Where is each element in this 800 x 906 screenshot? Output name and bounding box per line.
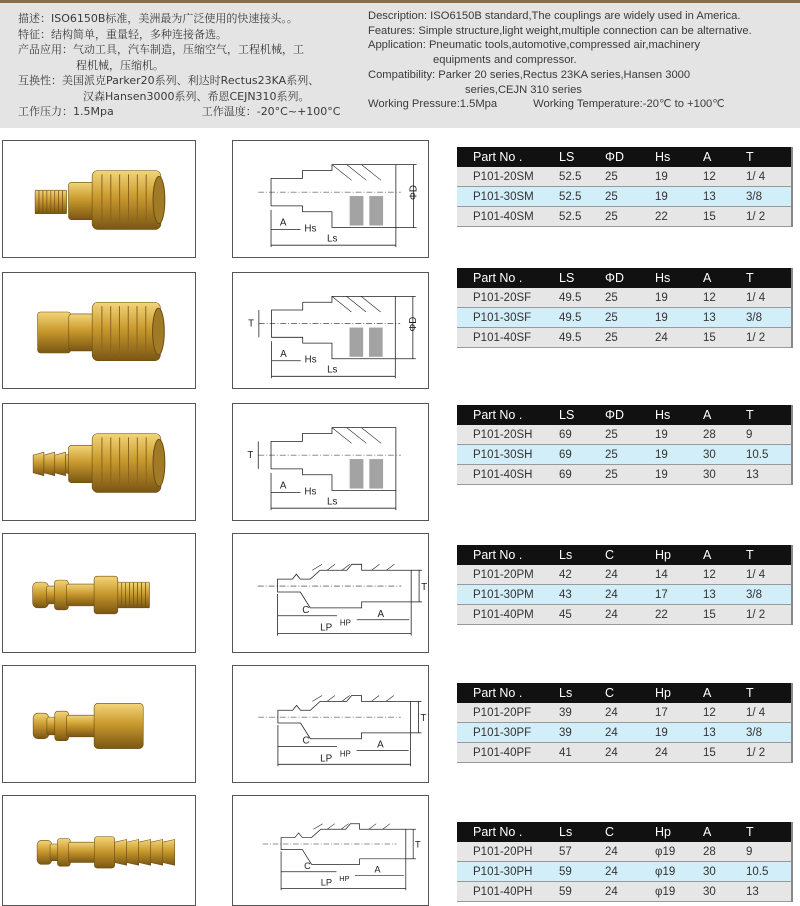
table-cell: 19 bbox=[655, 308, 703, 328]
table-header bbox=[457, 545, 792, 565]
table-cell: 25 bbox=[605, 425, 655, 445]
table-cell: 15 bbox=[703, 605, 746, 625]
dimension-label-l: LP bbox=[320, 877, 333, 888]
table-cell: 52.5 bbox=[559, 207, 605, 227]
table-row bbox=[457, 445, 792, 465]
table-cell: 14 bbox=[655, 565, 703, 585]
column-header: A bbox=[703, 405, 746, 425]
table-cell: 25 bbox=[605, 288, 655, 308]
column-header: Ls bbox=[559, 545, 605, 565]
cn-application: 产品应用：气动工具，汽车制造，压缩空气，工程机械，工 bbox=[18, 43, 304, 56]
column-header: C bbox=[605, 822, 655, 842]
table-cell: 1/ 4 bbox=[746, 703, 792, 723]
dimension-label-a: A bbox=[377, 608, 385, 620]
spec-table bbox=[457, 405, 793, 485]
table-cell: P101-20PM bbox=[457, 565, 559, 585]
table-cell: 59 bbox=[559, 862, 605, 882]
table-cell: 24 bbox=[605, 723, 655, 743]
column-header: Part No . bbox=[457, 268, 559, 288]
dimension-label-h: Hs bbox=[304, 223, 317, 235]
table-cell: 22 bbox=[655, 207, 703, 227]
table-cell: P101-40PH bbox=[457, 882, 559, 902]
table-cell: 12 bbox=[703, 167, 746, 187]
table-cell: 19 bbox=[655, 445, 703, 465]
column-header: Part No . bbox=[457, 683, 559, 703]
table-cell: 19 bbox=[655, 465, 703, 485]
table-cell: 69 bbox=[559, 465, 605, 485]
table-cell: P101-20SH bbox=[457, 425, 559, 445]
table-cell: 3/8 bbox=[746, 585, 792, 605]
table-row bbox=[457, 565, 792, 585]
dimension-label-a: A bbox=[279, 217, 287, 229]
table-cell: 24 bbox=[655, 328, 703, 348]
en-compat: Compatibility: Parker 20 series,Rectus 23KA series,Hansen 3000 bbox=[368, 68, 691, 81]
en-application: Application: Pneumatic tools,automotive,compressed air,machinery bbox=[368, 39, 701, 52]
table-cell: P101-20PF bbox=[457, 703, 559, 723]
column-header: ΦD bbox=[605, 147, 655, 167]
spec-table bbox=[457, 268, 793, 348]
table-cell: 9 bbox=[746, 842, 792, 862]
table-cell: 24 bbox=[605, 585, 655, 605]
table-cell: 24 bbox=[605, 565, 655, 585]
table-cell: P101-30SF bbox=[457, 308, 559, 328]
table-cell: 30 bbox=[703, 465, 746, 485]
product-photo-plug-male bbox=[2, 533, 196, 653]
column-header: A bbox=[703, 147, 746, 167]
product-photo-socket-hose bbox=[2, 403, 196, 521]
column-header: LS bbox=[559, 268, 605, 288]
column-header: A bbox=[703, 683, 746, 703]
dimension-label-l: Ls bbox=[327, 233, 338, 245]
table-cell: φ19 bbox=[655, 862, 703, 882]
cn-compat-cont: 汉森Hansen3000系列、希恩CEJN310系列。 bbox=[83, 89, 310, 103]
table-cell: 52.5 bbox=[559, 167, 605, 187]
table-row bbox=[457, 167, 792, 187]
table-cell: 30 bbox=[703, 862, 746, 882]
dimension-label-h: Hs bbox=[304, 486, 317, 498]
table-cell: 69 bbox=[559, 425, 605, 445]
column-header: A bbox=[703, 545, 746, 565]
table-cell: 30 bbox=[703, 445, 746, 465]
table-cell: 3/8 bbox=[746, 187, 792, 207]
dimension-label-h: Hs bbox=[304, 354, 317, 366]
column-header: Ls bbox=[559, 822, 605, 842]
table-row bbox=[457, 743, 792, 763]
table-cell: 13 bbox=[746, 882, 792, 902]
table-cell: P101-40SM bbox=[457, 207, 559, 227]
table-row bbox=[457, 703, 792, 723]
table-cell: 24 bbox=[605, 703, 655, 723]
table-cell: 13 bbox=[703, 308, 746, 328]
table-cell: 3/8 bbox=[746, 308, 792, 328]
table-row bbox=[457, 723, 792, 743]
en-features: Features: Simple structure,light weight,multiple connection can be alternative. bbox=[368, 24, 752, 37]
table-row bbox=[457, 425, 792, 445]
table-cell: 25 bbox=[605, 328, 655, 348]
column-header: Hp bbox=[655, 683, 703, 703]
en-application-cont: equipments and compressor. bbox=[433, 54, 577, 67]
table-cell: P101-30PF bbox=[457, 723, 559, 743]
technical-drawing-plug-hose bbox=[232, 795, 429, 906]
technical-drawing-socket-female bbox=[232, 272, 429, 389]
table-cell: P101-40PF bbox=[457, 743, 559, 763]
table-cell: P101-40SH bbox=[457, 465, 559, 485]
column-header: T bbox=[746, 822, 792, 842]
table-row bbox=[457, 842, 792, 862]
technical-drawing-socket-hose bbox=[232, 403, 429, 521]
table-cell: P101-20SF bbox=[457, 288, 559, 308]
column-header: Hp bbox=[655, 545, 703, 565]
column-header: Part No . bbox=[457, 822, 559, 842]
table-cell: P101-30PM bbox=[457, 585, 559, 605]
cn-pressure: 工作压力：1.5Mpa bbox=[18, 105, 114, 118]
dimension-label-h: HP bbox=[339, 749, 351, 759]
dimension-label-a: A bbox=[279, 480, 287, 492]
technical-drawing-plug-male bbox=[232, 533, 429, 653]
table-cell: 3/8 bbox=[746, 723, 792, 743]
cn-features: 特征：结构简单，重量轻，多种连接备选。 bbox=[18, 27, 227, 41]
technical-drawing-socket-male bbox=[232, 140, 429, 258]
table-cell: 12 bbox=[703, 565, 746, 585]
table-cell: 1/ 4 bbox=[746, 167, 792, 187]
product-photo-socket-female bbox=[2, 272, 196, 389]
dimension-label-a: A bbox=[374, 864, 381, 875]
table-cell: 13 bbox=[703, 723, 746, 743]
dimension-label-c: C bbox=[302, 604, 310, 616]
table-cell: 24 bbox=[605, 605, 655, 625]
column-header: Hs bbox=[655, 405, 703, 425]
table-header bbox=[457, 268, 792, 288]
table-cell: 39 bbox=[559, 723, 605, 743]
spec-table bbox=[457, 683, 793, 763]
table-row bbox=[457, 585, 792, 605]
table-header bbox=[457, 405, 792, 425]
table-cell: 45 bbox=[559, 605, 605, 625]
table-cell: 24 bbox=[605, 882, 655, 902]
table-cell: 19 bbox=[655, 187, 703, 207]
spec-header bbox=[0, 0, 800, 128]
table-cell: 19 bbox=[655, 288, 703, 308]
dimension-label-d: ΦD bbox=[407, 316, 419, 332]
table-cell: 25 bbox=[605, 187, 655, 207]
table-cell: P101-30SH bbox=[457, 445, 559, 465]
cn-temperature: 工作温度：-20°C~+100°C bbox=[201, 105, 341, 118]
column-header: Part No . bbox=[457, 405, 559, 425]
spec-table bbox=[457, 147, 793, 227]
table-cell: 24 bbox=[605, 842, 655, 862]
table-cell: 15 bbox=[703, 207, 746, 227]
spec-table bbox=[457, 545, 793, 625]
table-row bbox=[457, 288, 792, 308]
en-pressure: Working Pressure:1.5Mpa bbox=[368, 98, 498, 111]
table-cell: 25 bbox=[605, 167, 655, 187]
table-header bbox=[457, 147, 792, 167]
product-photo-plug-hose bbox=[2, 795, 196, 906]
table-cell: 13 bbox=[703, 585, 746, 605]
table-cell: 10.5 bbox=[746, 862, 792, 882]
cn-application-cont: 程机械，压缩机。 bbox=[76, 58, 164, 72]
column-header: A bbox=[703, 822, 746, 842]
product-photo-plug-female bbox=[2, 665, 196, 783]
table-cell: 30 bbox=[703, 882, 746, 902]
table-cell: 69 bbox=[559, 445, 605, 465]
table-cell: 24 bbox=[605, 862, 655, 882]
column-header: Part No . bbox=[457, 545, 559, 565]
technical-drawing-plug-female bbox=[232, 665, 429, 783]
table-cell: 1/ 2 bbox=[746, 743, 792, 763]
table-row bbox=[457, 187, 792, 207]
table-cell: P101-30PH bbox=[457, 862, 559, 882]
table-row bbox=[457, 308, 792, 328]
table-cell: 1/ 4 bbox=[746, 288, 792, 308]
table-row bbox=[457, 882, 792, 902]
table-cell: P101-40SF bbox=[457, 328, 559, 348]
table-cell: 52.5 bbox=[559, 187, 605, 207]
table-cell: 24 bbox=[605, 743, 655, 763]
table-cell: 9 bbox=[746, 425, 792, 445]
column-header: ΦD bbox=[605, 268, 655, 288]
table-cell: 42 bbox=[559, 565, 605, 585]
column-header: Ls bbox=[559, 683, 605, 703]
table-cell: 17 bbox=[655, 585, 703, 605]
table-row bbox=[457, 207, 792, 227]
dimension-label-c: C bbox=[304, 860, 311, 871]
table-row bbox=[457, 862, 792, 882]
dimension-label-d: ΦD bbox=[408, 185, 420, 200]
table-cell: 1/ 4 bbox=[746, 565, 792, 585]
dimension-label-t: T bbox=[247, 450, 254, 462]
column-header: T bbox=[746, 545, 792, 565]
en-compat-cont: series,CEJN 310 series bbox=[465, 83, 582, 96]
column-header: T bbox=[746, 268, 792, 288]
table-cell: 41 bbox=[559, 743, 605, 763]
en-temperature: Working Temperature:-20℃ to +100℃ bbox=[533, 98, 725, 111]
table-row bbox=[457, 465, 792, 485]
table-cell: P101-20SM bbox=[457, 167, 559, 187]
english-description bbox=[368, 9, 752, 112]
table-cell: P101-30SM bbox=[457, 187, 559, 207]
column-header: Hp bbox=[655, 822, 703, 842]
table-cell: 22 bbox=[655, 605, 703, 625]
table-cell: 49.5 bbox=[559, 288, 605, 308]
table-cell: 43 bbox=[559, 585, 605, 605]
table-row bbox=[457, 605, 792, 625]
table-cell: 49.5 bbox=[559, 308, 605, 328]
column-header: T bbox=[746, 683, 792, 703]
dimension-label-a: A bbox=[280, 348, 287, 360]
table-cell: 12 bbox=[703, 288, 746, 308]
table-cell: 28 bbox=[703, 425, 746, 445]
table-cell: 28 bbox=[703, 842, 746, 862]
cn-desc: 描述：ISO6150B标准，美洲最为广泛使用的快速接头。。 bbox=[18, 12, 298, 25]
dimension-label-a: A bbox=[377, 739, 384, 751]
chinese-description bbox=[18, 11, 340, 120]
table-cell: 19 bbox=[655, 723, 703, 743]
cn-compat: 互换性：美国派克Parker20系列、利达时Rectus23KA系列、 bbox=[18, 74, 320, 87]
table-header bbox=[457, 822, 792, 842]
dimension-label-t: T bbox=[248, 318, 255, 330]
table-cell: 39 bbox=[559, 703, 605, 723]
table-cell: 24 bbox=[655, 743, 703, 763]
table-cell: 13 bbox=[746, 465, 792, 485]
column-header: Hs bbox=[655, 147, 703, 167]
dimension-label-t: T bbox=[421, 582, 428, 594]
dimension-label-l: LP bbox=[320, 753, 333, 765]
product-photo-socket-male bbox=[2, 140, 196, 258]
column-header: A bbox=[703, 268, 746, 288]
dimension-label-h: HP bbox=[339, 618, 351, 628]
table-row bbox=[457, 328, 792, 348]
table-cell: 15 bbox=[703, 743, 746, 763]
column-header: T bbox=[746, 405, 792, 425]
table-cell: 13 bbox=[703, 187, 746, 207]
table-cell: 25 bbox=[605, 445, 655, 465]
table-cell: 17 bbox=[655, 703, 703, 723]
column-header: LS bbox=[559, 405, 605, 425]
column-header: T bbox=[746, 147, 792, 167]
column-header: ΦD bbox=[605, 405, 655, 425]
table-cell: φ19 bbox=[655, 842, 703, 862]
column-header: LS bbox=[559, 147, 605, 167]
dimension-label-l: Ls bbox=[327, 496, 338, 508]
table-cell: 19 bbox=[655, 167, 703, 187]
table-cell: 25 bbox=[605, 465, 655, 485]
table-cell: 12 bbox=[703, 703, 746, 723]
spec-table bbox=[457, 822, 793, 902]
table-cell: 59 bbox=[559, 882, 605, 902]
column-header: C bbox=[605, 683, 655, 703]
column-header: Hs bbox=[655, 268, 703, 288]
dimension-label-t: T bbox=[415, 839, 421, 850]
table-cell: 10.5 bbox=[746, 445, 792, 465]
table-cell: 25 bbox=[605, 207, 655, 227]
table-cell: P101-40PM bbox=[457, 605, 559, 625]
column-header: Part No . bbox=[457, 147, 559, 167]
dimension-label-h: HP bbox=[339, 873, 350, 883]
table-cell: 1/ 2 bbox=[746, 605, 792, 625]
table-cell: 15 bbox=[703, 328, 746, 348]
table-cell: 49.5 bbox=[559, 328, 605, 348]
table-cell: φ19 bbox=[655, 882, 703, 902]
table-cell: 1/ 2 bbox=[746, 328, 792, 348]
dimension-label-t: T bbox=[420, 713, 427, 725]
dimension-label-c: C bbox=[302, 735, 310, 747]
table-cell: 1/ 2 bbox=[746, 207, 792, 227]
en-desc: Description: ISO6150B standard,The couplings are widely used in America. bbox=[368, 10, 741, 22]
dimension-label-l: LP bbox=[320, 622, 333, 634]
table-cell: 57 bbox=[559, 842, 605, 862]
table-cell: P101-20PH bbox=[457, 842, 559, 862]
column-header: C bbox=[605, 545, 655, 565]
table-cell: 19 bbox=[655, 425, 703, 445]
table-header bbox=[457, 683, 792, 703]
table-cell: 25 bbox=[605, 308, 655, 328]
dimension-label-l: Ls bbox=[327, 364, 338, 376]
